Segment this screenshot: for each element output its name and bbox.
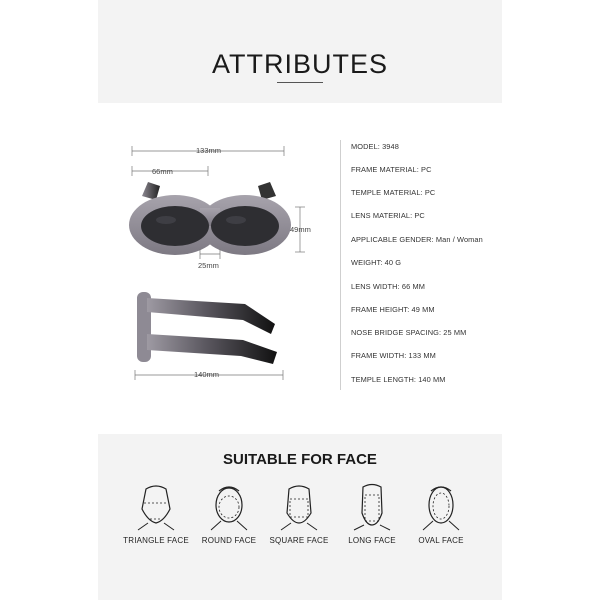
face-label-square: SQUARE FACE	[269, 536, 329, 545]
face-section-title: SUITABLE FOR FACE	[223, 451, 377, 468]
round-face-icon	[207, 483, 251, 531]
spec-frame-material: FRAME MATERIAL: PC	[351, 165, 432, 174]
lens-width-label: 66mm	[152, 167, 173, 176]
spec-lens-material: LENS MATERIAL: PC	[351, 211, 425, 220]
oval-face-icon	[419, 483, 463, 531]
spec-frame-height: FRAME HEIGHT: 49 MM	[351, 305, 435, 314]
square-face-icon	[277, 483, 321, 531]
spec-temple-length: TEMPLE LENGTH: 140 MM	[351, 375, 446, 384]
spec-model: MODEL: 3948	[351, 142, 399, 151]
face-label-long: LONG FACE	[348, 536, 396, 545]
face-label-oval: OVAL FACE	[418, 536, 464, 545]
face-label-round: ROUND FACE	[201, 536, 257, 545]
long-face-item	[337, 483, 407, 531]
face-label-triangle: TRIANGLE FACE	[123, 536, 189, 545]
spec-bridge: NOSE BRIDGE SPACING: 25 MM	[351, 328, 467, 337]
specs-divider	[340, 140, 341, 390]
total-width-label: 133mm	[196, 146, 222, 155]
triangle-face-item	[121, 483, 191, 531]
spec-temple-material: TEMPLE MATERIAL: PC	[351, 188, 436, 197]
long-face-icon	[350, 483, 394, 531]
title-underline	[277, 82, 323, 83]
glasses-front-view	[120, 140, 320, 275]
lens-height-label: 49mm	[290, 225, 311, 234]
triangle-face-icon	[134, 483, 178, 531]
square-face-item	[264, 483, 334, 531]
bridge-label: 25mm	[198, 261, 219, 270]
spec-weight: WEIGHT: 40 G	[351, 258, 402, 267]
page-title: ATTRIBUTES	[211, 49, 388, 79]
spec-lens-width: LENS WIDTH: 66 MM	[351, 282, 425, 291]
round-face-item	[194, 483, 264, 531]
spec-frame-width: FRAME WIDTH: 133 MM	[351, 351, 436, 360]
temple-length-label: 140mm	[194, 370, 220, 379]
spec-gender: APPLICABLE GENDER: Man / Woman	[351, 235, 483, 244]
oval-face-item	[406, 483, 476, 531]
